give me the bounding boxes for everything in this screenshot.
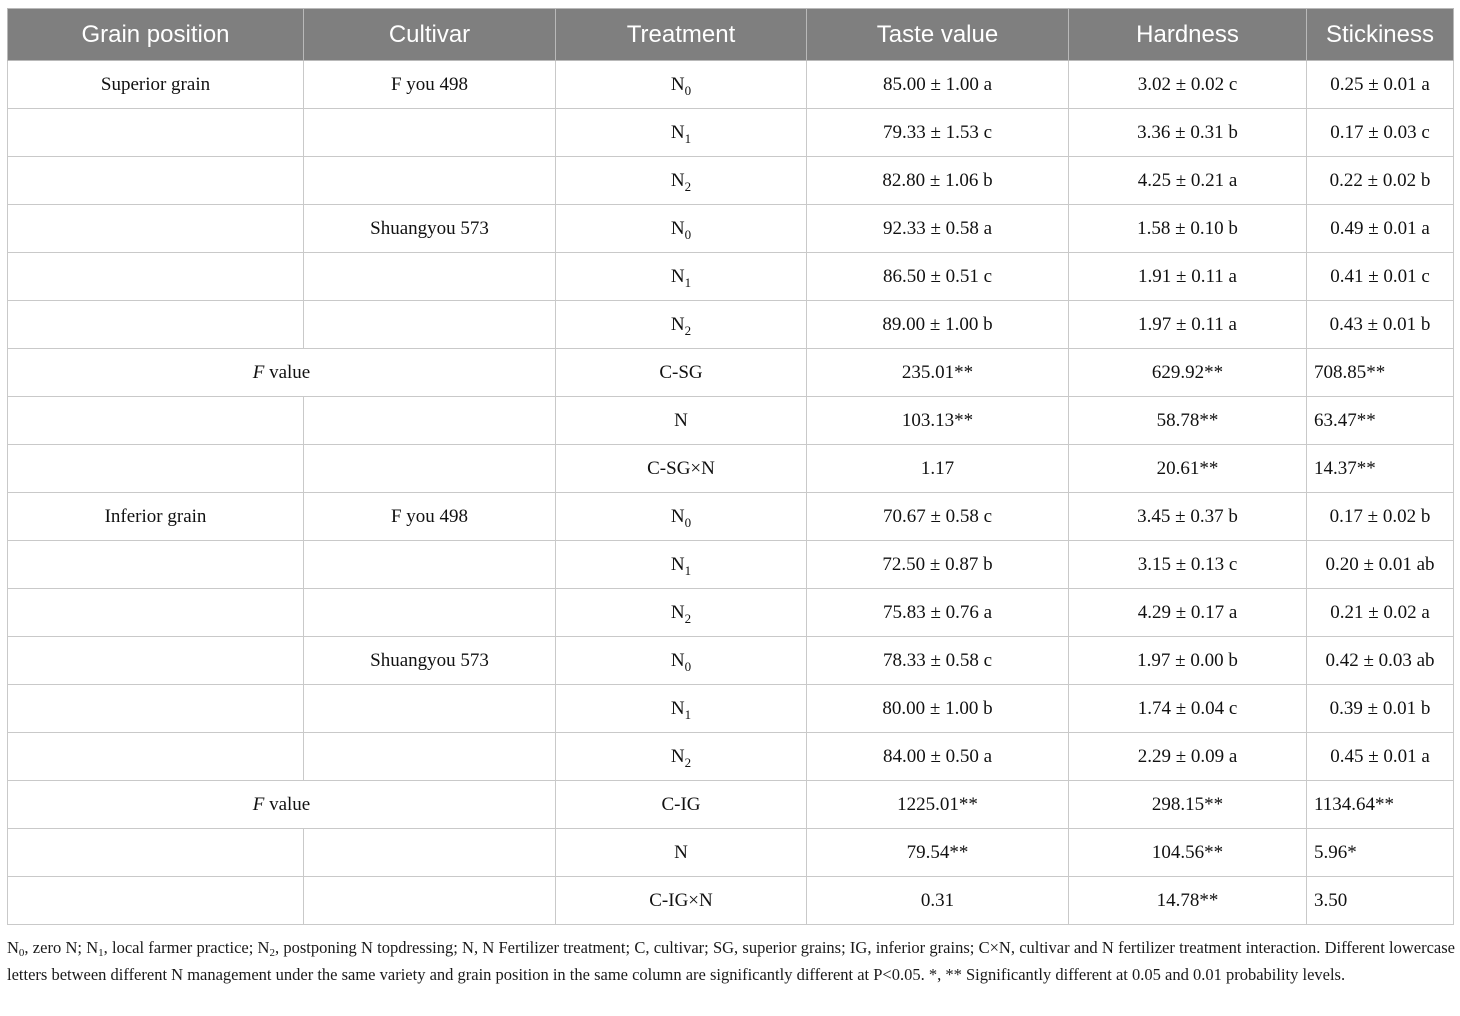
footnote-subscript: 2 — [269, 947, 275, 959]
footnote-text: , local farmer practice; N — [103, 938, 270, 957]
taste-value-cell: 1.17 — [807, 445, 1069, 493]
stickiness-cell: 14.37** — [1307, 445, 1454, 493]
table-row — [8, 445, 1454, 493]
stickiness-cell: 0.45 ± 0.01 a — [1307, 733, 1454, 781]
treatment-cell: $N_0$ — [556, 493, 807, 541]
treatment-cell: $N_1$ — [556, 253, 807, 301]
stickiness-cell: 63.47** — [1307, 397, 1454, 445]
stickiness-cell: 0.39 ± 0.01 b — [1307, 685, 1454, 733]
hardness-cell: 3.36 ± 0.31 b — [1069, 109, 1307, 157]
grain-position-cell — [8, 589, 304, 637]
treatment-cell: $N_2$ — [556, 301, 807, 349]
treatment-cell: $N_0$ — [556, 637, 807, 685]
hardness-cell: 20.61** — [1069, 445, 1307, 493]
table-footnote — [7, 936, 1455, 987]
taste-value-cell: 85.00 ± 1.00 a — [807, 61, 1069, 109]
hardness-cell: 58.78** — [1069, 397, 1307, 445]
header-row — [8, 9, 1454, 61]
stickiness-cell: 0.22 ± 0.02 b — [1307, 157, 1454, 205]
footnote-text: , postponing N topdressing; N, N Fertilizer treatment; C, cultivar; SG, superior grains; IG, inferior grains; C×N, cultivar and N fertilizer treatment interaction. Different lowercase letters between different N management under the same variety and grain position in the same column are significantly different at P<0.05. *, ** Significantly different at 0.05 and 0.01 probability levels. — [7, 938, 1455, 984]
grain-position-cell: Superior grain — [8, 61, 304, 109]
hardness-cell: 2.29 ± 0.09 a — [1069, 733, 1307, 781]
f-value-label: F value — [8, 349, 556, 397]
hardness-cell: 1.91 ± 0.11 a — [1069, 253, 1307, 301]
taste-value-cell: 79.33 ± 1.53 c — [807, 109, 1069, 157]
header-cultivar: Cultivar — [304, 9, 556, 61]
stickiness-cell: 1134.64** — [1307, 781, 1454, 829]
table-row — [8, 397, 1454, 445]
cultivar-cell — [304, 109, 556, 157]
grain-position-cell — [8, 685, 304, 733]
table-row — [8, 61, 1454, 109]
hardness-cell: 3.02 ± 0.02 c — [1069, 61, 1307, 109]
treatment-cell: $N_0$ — [556, 205, 807, 253]
treatment-cell: $N_1$ — [556, 685, 807, 733]
taste-value-cell: 1225.01** — [807, 781, 1069, 829]
grain-position-cell: Inferior grain — [8, 493, 304, 541]
table-row — [8, 733, 1454, 781]
table-row — [8, 301, 1454, 349]
cultivar-cell — [304, 301, 556, 349]
footnote-subscript: 0 — [18, 947, 25, 959]
stickiness-cell: 0.49 ± 0.01 a — [1307, 205, 1454, 253]
footnote-text: , zero N; N — [24, 938, 99, 957]
taste-value-cell: 70.67 ± 0.58 c — [807, 493, 1069, 541]
table-row — [8, 685, 1454, 733]
taste-value-cell: 92.33 ± 0.58 a — [807, 205, 1069, 253]
stickiness-cell: 0.17 ± 0.03 c — [1307, 109, 1454, 157]
hardness-cell: 14.78** — [1069, 877, 1307, 925]
treatment-cell: N — [556, 397, 807, 445]
treatment-cell: N — [556, 829, 807, 877]
treatment-cell: C-IG×N — [556, 877, 807, 925]
table-row — [8, 205, 1454, 253]
cultivar-cell: F you 498 — [304, 61, 556, 109]
grain-position-cell — [8, 157, 304, 205]
cultivar-cell: Shuangyou 573 — [304, 637, 556, 685]
taste-value-cell: 72.50 ± 0.87 b — [807, 541, 1069, 589]
cultivar-cell — [304, 685, 556, 733]
grain-position-cell — [8, 829, 304, 877]
stickiness-cell: 0.42 ± 0.03 ab — [1307, 637, 1454, 685]
hardness-cell: 298.15** — [1069, 781, 1307, 829]
grain-position-cell — [8, 109, 304, 157]
treatment-cell: $N_2$ — [556, 157, 807, 205]
table-row — [8, 781, 1454, 829]
taste-value-cell: 79.54** — [807, 829, 1069, 877]
taste-value-cell: 103.13** — [807, 397, 1069, 445]
treatment-cell: $N_1$ — [556, 541, 807, 589]
table-body — [8, 61, 1454, 925]
hardness-cell: 629.92** — [1069, 349, 1307, 397]
taste-value-cell: 78.33 ± 0.58 c — [807, 637, 1069, 685]
table-row — [8, 877, 1454, 925]
f-value-label: F value — [8, 781, 556, 829]
stickiness-cell: 0.43 ± 0.01 b — [1307, 301, 1454, 349]
taste-value-cell: 80.00 ± 1.00 b — [807, 685, 1069, 733]
table-row — [8, 349, 1454, 397]
cultivar-cell — [304, 541, 556, 589]
treatment-cell: C-SG×N — [556, 445, 807, 493]
taste-value-cell: 86.50 ± 0.51 c — [807, 253, 1069, 301]
header-taste-value: Taste value — [807, 9, 1069, 61]
stickiness-cell: 0.17 ± 0.02 b — [1307, 493, 1454, 541]
hardness-cell: 104.56** — [1069, 829, 1307, 877]
grain-position-cell — [8, 733, 304, 781]
cultivar-cell — [304, 877, 556, 925]
taste-value-cell: 89.00 ± 1.00 b — [807, 301, 1069, 349]
table-row — [8, 589, 1454, 637]
header-hardness: Hardness — [1069, 9, 1307, 61]
table-row — [8, 541, 1454, 589]
taste-value-cell: 0.31 — [807, 877, 1069, 925]
table-row — [8, 253, 1454, 301]
cultivar-cell: Shuangyou 573 — [304, 205, 556, 253]
grain-position-cell — [8, 205, 304, 253]
stickiness-cell: 0.21 ± 0.02 a — [1307, 589, 1454, 637]
grain-position-cell — [8, 877, 304, 925]
hardness-cell: 1.97 ± 0.11 a — [1069, 301, 1307, 349]
hardness-cell: 1.74 ± 0.04 c — [1069, 685, 1307, 733]
table-row — [8, 109, 1454, 157]
stickiness-cell: 0.41 ± 0.01 c — [1307, 253, 1454, 301]
cultivar-cell — [304, 157, 556, 205]
cultivar-cell — [304, 589, 556, 637]
data-table — [7, 8, 1454, 925]
footnote-text: N — [7, 938, 19, 957]
grain-position-cell — [8, 445, 304, 493]
treatment-cell: $N_2$ — [556, 589, 807, 637]
hardness-cell: 4.29 ± 0.17 a — [1069, 589, 1307, 637]
taste-value-cell: 235.01** — [807, 349, 1069, 397]
grain-position-cell — [8, 253, 304, 301]
header-treatment: Treatment — [556, 9, 807, 61]
table-row — [8, 637, 1454, 685]
cultivar-cell — [304, 445, 556, 493]
hardness-cell: 1.58 ± 0.10 b — [1069, 205, 1307, 253]
stickiness-cell: 0.20 ± 0.01 ab — [1307, 541, 1454, 589]
header-stickiness: Stickiness — [1307, 9, 1454, 61]
grain-position-cell — [8, 637, 304, 685]
hardness-cell: 3.45 ± 0.37 b — [1069, 493, 1307, 541]
table-row — [8, 157, 1454, 205]
header-grain-position: Grain position — [8, 9, 304, 61]
treatment-cell: $N_1$ — [556, 109, 807, 157]
footnote-subscript: 1 — [98, 947, 104, 959]
stickiness-cell: 708.85** — [1307, 349, 1454, 397]
grain-position-cell — [8, 541, 304, 589]
treatment-cell: $N_2$ — [556, 733, 807, 781]
stickiness-cell: 3.50 — [1307, 877, 1454, 925]
table-row — [8, 493, 1454, 541]
treatment-cell: C-IG — [556, 781, 807, 829]
cultivar-cell: F you 498 — [304, 493, 556, 541]
grain-position-cell — [8, 397, 304, 445]
stickiness-cell: 5.96* — [1307, 829, 1454, 877]
taste-value-cell: 84.00 ± 0.50 a — [807, 733, 1069, 781]
hardness-cell: 1.97 ± 0.00 b — [1069, 637, 1307, 685]
taste-value-cell: 75.83 ± 0.76 a — [807, 589, 1069, 637]
cultivar-cell — [304, 397, 556, 445]
treatment-cell: C-SG — [556, 349, 807, 397]
table-container — [7, 8, 1453, 925]
treatment-cell: $N_0$ — [556, 61, 807, 109]
taste-value-cell: 82.80 ± 1.06 b — [807, 157, 1069, 205]
cultivar-cell — [304, 733, 556, 781]
hardness-cell: 3.15 ± 0.13 c — [1069, 541, 1307, 589]
hardness-cell: 4.25 ± 0.21 a — [1069, 157, 1307, 205]
cultivar-cell — [304, 829, 556, 877]
grain-position-cell — [8, 301, 304, 349]
cultivar-cell — [304, 253, 556, 301]
stickiness-cell: 0.25 ± 0.01 a — [1307, 61, 1454, 109]
table-row — [8, 829, 1454, 877]
